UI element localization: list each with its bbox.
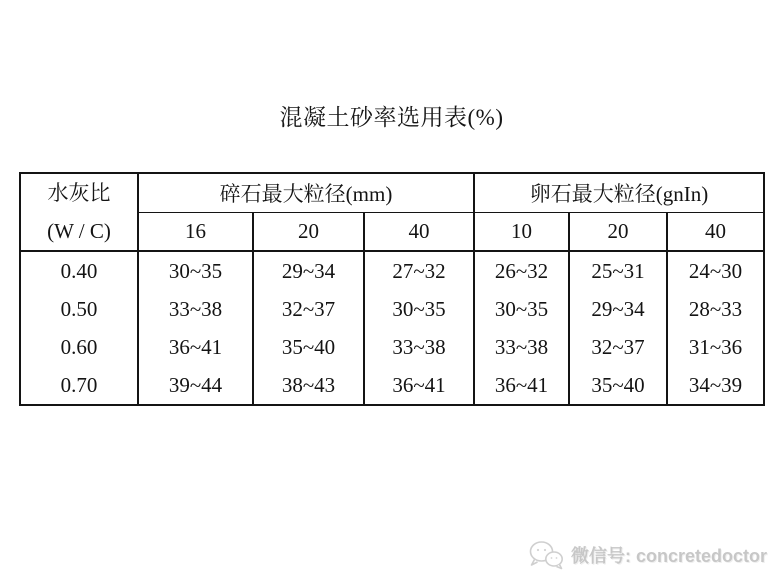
value-cell: 32~37 [253,290,364,328]
value-cell: 33~38 [138,290,253,328]
sand-ratio-table [19,172,765,406]
table-row [20,366,764,405]
size-header-cell: 20 [569,213,667,252]
value-cell: 36~41 [364,366,474,405]
value-cell: 38~43 [253,366,364,405]
value-cell: 31~36 [667,328,764,366]
page-title: 混凝土砂率选用表(%) [279,105,504,130]
wc-value-cell: 0.60 [60,334,98,359]
value-cell: 28~33 [667,290,764,328]
watermark [528,540,767,570]
value-cell: 29~34 [569,290,667,328]
size-header-cell: 40 [667,213,764,252]
crushed-stone-group-header: 碎石最大粒径(mm) [138,173,474,213]
wc-value-cell: 0.50 [60,296,98,321]
size-header-cell: 10 [474,213,569,252]
value-cell: 33~38 [364,328,474,366]
wc-header-line1: 水灰比 [47,181,111,205]
size-header-cell: 40 [364,213,474,252]
pebble-group-header: 卵石最大粒径(gnIn) [474,173,764,213]
value-cell: 36~41 [138,328,253,366]
header-row-groups [20,173,764,213]
value-cell: 27~32 [364,251,474,290]
value-cell: 39~44 [138,366,253,405]
wc-header-line2: (W / C) [47,219,111,243]
value-cell: 30~35 [474,290,569,328]
value-cell: 30~35 [364,290,474,328]
wc-value-cell: 0.70 [60,372,98,397]
watermark-text: 微信号: concretedoctor [570,546,767,566]
table-row [20,328,764,366]
table-row [20,290,764,328]
table-row [20,251,764,290]
value-cell: 32~37 [569,328,667,366]
value-cell: 24~30 [667,251,764,290]
value-cell: 35~40 [253,328,364,366]
value-cell: 36~41 [474,366,569,405]
value-cell: 33~38 [474,328,569,366]
value-cell: 26~32 [474,251,569,290]
size-header-cell: 20 [253,213,364,252]
value-cell: 25~31 [569,251,667,290]
water-cement-ratio-header-cell [20,173,138,251]
value-cell: 34~39 [667,366,764,405]
value-cell: 30~35 [138,251,253,290]
size-header-cell: 16 [138,213,253,252]
wc-value-cell: 0.40 [60,258,98,283]
wechat-icon [528,540,564,570]
value-cell: 35~40 [569,366,667,405]
value-cell: 29~34 [253,251,364,290]
